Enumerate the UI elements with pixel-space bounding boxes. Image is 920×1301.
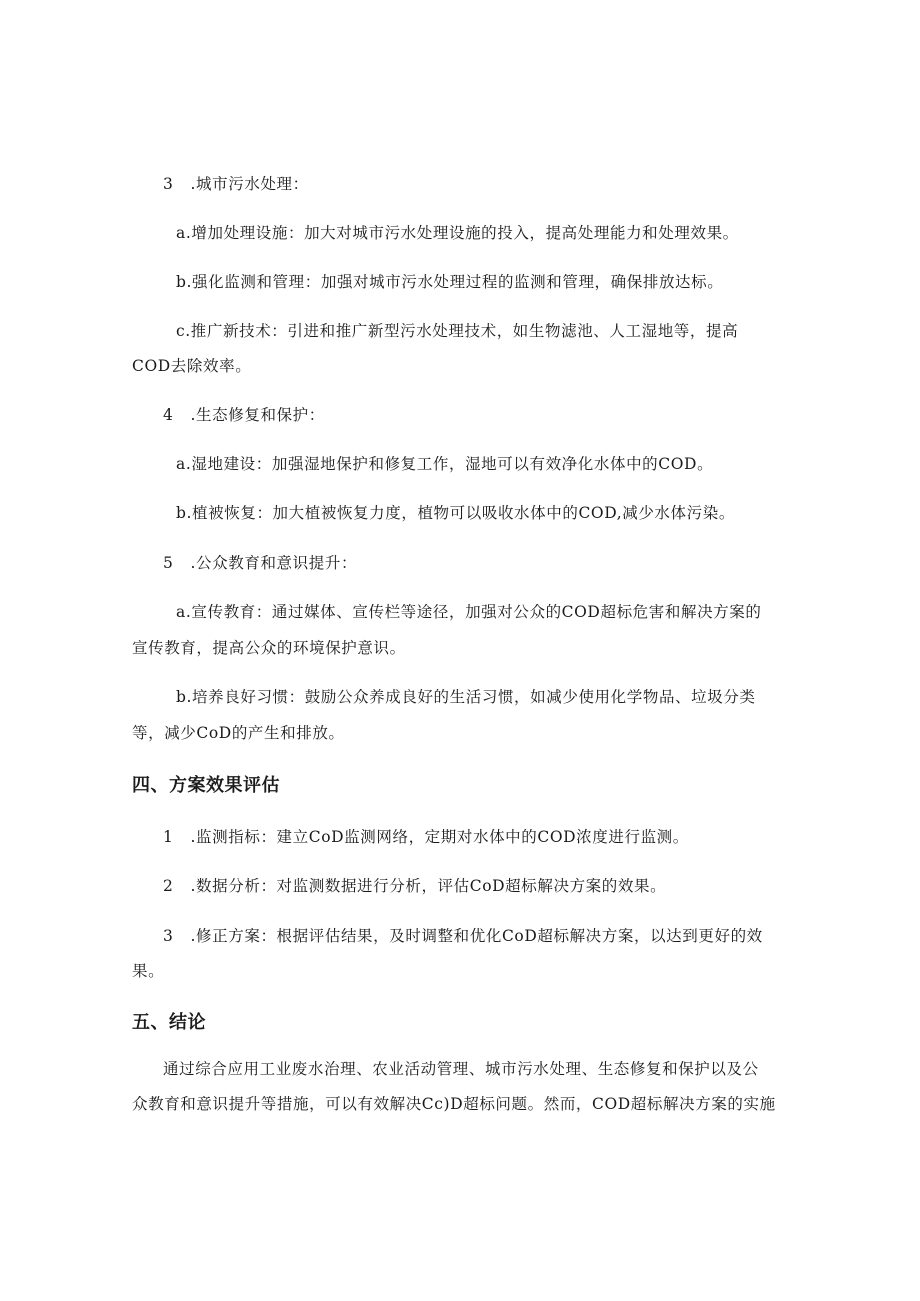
paragraph-4b: b.植被恢复：加大植被恢复力度，植物可以吸收水体中的COD,减少水体污染。 [176, 504, 735, 522]
list-text: .公众教育和意识提升： [185, 554, 358, 572]
eval-item-2 [163, 876, 823, 896]
eval-item-3-line2: 果。 [132, 962, 165, 980]
paragraph-5b-line2: 等，减少CoD的产生和排放。 [132, 724, 345, 742]
list-item-3-title [163, 174, 823, 194]
list-number: 4 [163, 406, 174, 424]
list-number: 5 [163, 554, 174, 572]
list-item-5-title [163, 553, 823, 573]
list-number: 3 [163, 927, 174, 945]
conclusion-line1: 通过综合应用工业废水治理、农业活动管理、城市污水处理、生态修复和保护以及公 [163, 1060, 759, 1078]
list-text: .修正方案：根据评估结果，及时调整和优化CoD超标解决方案，以达到更好的效 [185, 927, 763, 945]
list-number: 3 [163, 175, 174, 193]
conclusion-line2: 众教育和意识提升等措施，可以有效解决Cc)D超标问题。然而，COD超标解决方案的实施 [132, 1095, 776, 1113]
list-text: .数据分析：对监测数据进行分析，评估CoD超标解决方案的效果。 [185, 877, 667, 895]
paragraph-4a: a.湿地建设：加强湿地保护和修复工作，湿地可以有效净化水体中的COD。 [176, 455, 714, 473]
paragraph-3c-line1: c.推广新技术：引进和推广新型污水处理技术，如生物滤池、人工湿地等，提高 [176, 322, 739, 340]
paragraph-5a-line1: a.宣传教育：通过媒体、宣传栏等途径，加强对公众的COD超标危害和解决方案的 [176, 603, 762, 621]
eval-item-1 [163, 827, 823, 847]
section-heading-evaluation: 四、方案效果评估 [132, 775, 280, 796]
paragraph-3c-line2: COD去除效率。 [132, 357, 252, 375]
list-number: 1 [163, 828, 174, 846]
paragraph-5b-line1: b.培养良好习惯：鼓励公众养成良好的生活习惯，如减少使用化学物品、垃圾分类 [176, 688, 756, 706]
list-text: .监测指标：建立CoD监测网络，定期对水体中的COD浓度进行监测。 [185, 828, 689, 846]
list-text: .城市污水处理： [185, 175, 309, 193]
list-number: 2 [163, 877, 174, 895]
eval-item-3 [163, 926, 823, 946]
paragraph-5a-line2: 宣传教育，提高公众的环境保护意识。 [132, 639, 406, 657]
paragraph-3a: a.增加处理设施：加大对城市污水处理设施的投入，提高处理能力和处理效果。 [176, 224, 739, 242]
paragraph-3b: b.强化监测和管理：加强对城市污水处理过程的监测和管理，确保排放达标。 [176, 273, 724, 291]
list-item-4-title [163, 405, 823, 425]
section-heading-conclusion: 五、结论 [132, 1012, 206, 1033]
list-text: .生态修复和保护： [185, 406, 325, 424]
